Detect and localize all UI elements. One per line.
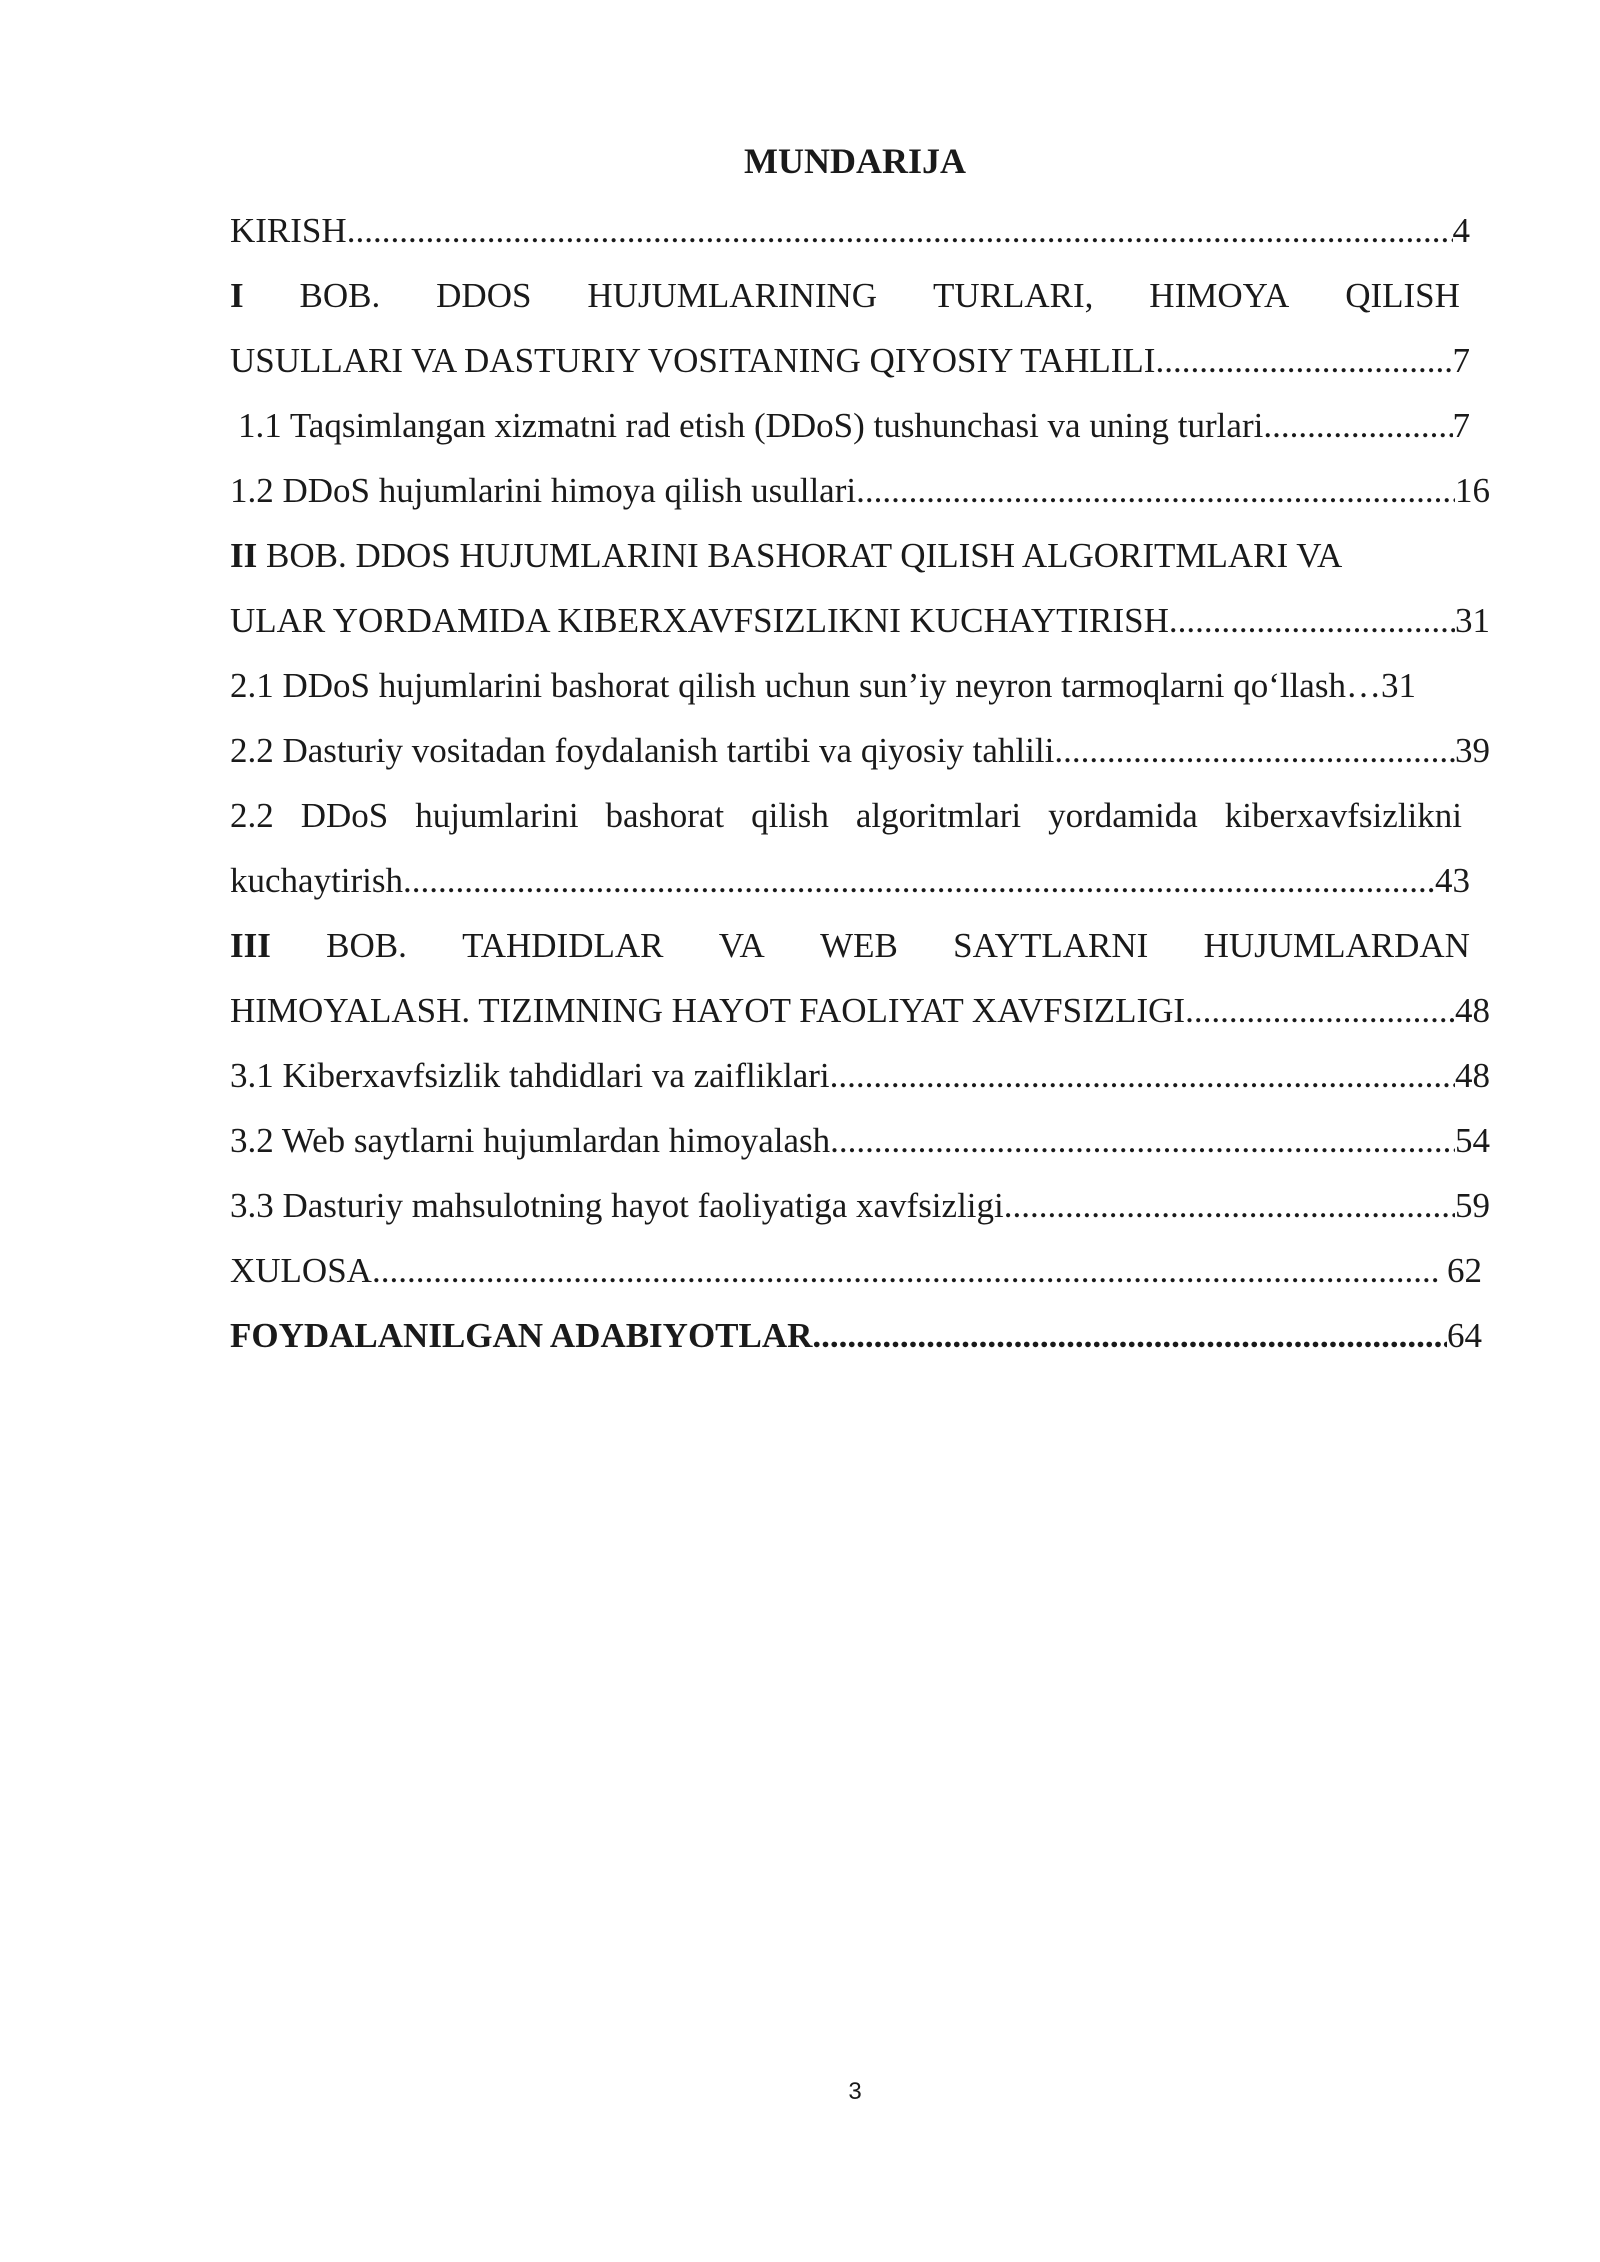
toc-page-number: 64 xyxy=(1447,1316,1482,1355)
chapter-word: TURLARI, xyxy=(932,276,1094,315)
dot-leader xyxy=(856,458,1455,523)
toc-entry-kirish[interactable] xyxy=(230,198,1490,263)
toc-chapter-3-line-2[interactable] xyxy=(230,978,1490,1043)
dot-leader xyxy=(830,1108,1455,1173)
toc-title: MUNDARIJA xyxy=(744,141,966,181)
section-word: hujumlarini xyxy=(415,796,579,835)
toc-page-number: 54 xyxy=(1455,1121,1490,1160)
dot-leader xyxy=(347,198,1453,263)
page-number-footer: 3 xyxy=(848,2078,862,2105)
toc-entry-label: FOYDALANILGAN ADABIYOTLAR xyxy=(230,1316,813,1355)
toc-entry-label: 1.1 Taqsimlangan xizmatni rad etish (DDoS) tushunchasi va uning turlari xyxy=(238,406,1264,445)
toc-entry-label: 2.2 Dasturiy vositadan foydalanish tartibi va qiyosiy tahlili xyxy=(230,731,1055,770)
section-word: DDoS xyxy=(300,796,389,835)
toc-entry-1-1[interactable] xyxy=(230,393,1490,458)
dot-leader xyxy=(1169,588,1455,653)
toc-page-number: 39 xyxy=(1455,731,1490,770)
dot-leader xyxy=(1054,718,1455,783)
section-word: 2.2 xyxy=(230,796,274,835)
dot-leader xyxy=(1263,393,1452,458)
chapter-word: WEB xyxy=(820,926,898,965)
toc-entry-references[interactable] xyxy=(230,1303,1490,1368)
toc-entry-label: XULOSA xyxy=(230,1251,372,1290)
toc-page-number: 7 xyxy=(1452,341,1470,380)
chapter-word: DDOS xyxy=(436,276,532,315)
chapter-number: I xyxy=(230,276,244,315)
chapter-title-text: BOB. DDOS HUJUMLARINI BASHORAT QILISH ALGORITMLARI VA xyxy=(257,536,1343,575)
ellipsis-leader: … xyxy=(1345,666,1381,705)
chapter-word: HIMOYA xyxy=(1149,276,1290,315)
toc-entry-label: 3.1 Kiberxavfsizlik tahdidlari va zaifliklari xyxy=(230,1056,830,1095)
toc-entry-label: KIRISH xyxy=(230,211,347,250)
section-word: kiberxavfsizlikni xyxy=(1224,796,1462,835)
toc-entry-label: USULLARI VA DASTURIY VOSITANING QIYOSIY TAHLILI xyxy=(230,341,1156,380)
toc-entry-xulosa[interactable] xyxy=(230,1238,1490,1303)
chapter-word: VA xyxy=(718,926,765,965)
dot-leader xyxy=(1185,978,1455,1043)
toc-chapter-2-line-1[interactable] xyxy=(230,523,1490,588)
toc-page-number: 7 xyxy=(1452,406,1470,445)
toc-page-number: 59 xyxy=(1455,1186,1490,1225)
toc-entry-2-2a[interactable] xyxy=(230,718,1490,783)
chapter-number: III xyxy=(230,926,271,965)
toc-entry-3-3[interactable] xyxy=(230,1173,1490,1238)
toc-chapter-2-line-2[interactable] xyxy=(230,588,1490,653)
dot-leader xyxy=(1004,1173,1455,1238)
toc-entry-label: kuchaytirish xyxy=(230,861,404,900)
toc-entry-label: 3.3 Dasturiy mahsulotning hayot faoliyatiga xavfsizligi xyxy=(230,1186,1004,1225)
dot-leader xyxy=(403,848,1435,913)
chapter-number: II xyxy=(230,536,258,575)
chapter-word: BOB. xyxy=(326,926,407,965)
toc-entry-2-2b-line-1[interactable] xyxy=(230,783,1490,848)
toc-entry-2-2b-line-2[interactable] xyxy=(230,848,1490,913)
toc-entry-label: 2.1 DDoS hujumlarini bashorat qilish uchun sun’iy neyron tarmoqlarni qo‘llash xyxy=(230,666,1346,705)
chapter-word: HUJUMLARDAN xyxy=(1203,926,1470,965)
section-word: algoritmlari xyxy=(855,796,1022,835)
chapter-word: TAHDIDLAR xyxy=(462,926,664,965)
dot-leader xyxy=(372,1238,1438,1303)
toc-page-number: 62 xyxy=(1438,1251,1482,1290)
toc-page-number: 31 xyxy=(1380,666,1416,705)
toc-page-number: 48 xyxy=(1455,991,1490,1030)
chapter-word: SAYTLARNI xyxy=(953,926,1149,965)
toc-chapter-3-line-1[interactable] xyxy=(230,913,1490,978)
chapter-word: BOB. xyxy=(299,276,381,315)
toc-entry-label: HIMOYALASH. TIZIMNING HAYOT FAOLIYAT XAVFSIZLIGI xyxy=(230,991,1186,1030)
section-word: qilish xyxy=(751,796,829,835)
toc-page-number: 16 xyxy=(1455,471,1490,510)
toc-entry-3-2[interactable] xyxy=(230,1108,1490,1173)
toc-entry-1-2[interactable] xyxy=(230,458,1490,523)
table-of-contents xyxy=(230,198,1490,1368)
dot-leader xyxy=(1155,328,1452,393)
dot-leader xyxy=(812,1303,1447,1368)
toc-entry-label: 1.2 DDoS hujumlarini himoya qilish usullari xyxy=(230,471,857,510)
toc-chapter-1-line-2[interactable] xyxy=(230,328,1490,393)
toc-entry-label: ULAR YORDAMIDA KIBERXAVFSIZLIKNI KUCHAYTIRISH xyxy=(230,601,1169,640)
section-word: bashorat xyxy=(605,796,725,835)
toc-page-number: 31 xyxy=(1455,601,1490,640)
dot-leader xyxy=(830,1043,1455,1108)
chapter-word: QILISH xyxy=(1345,276,1460,315)
toc-page-number: 43 xyxy=(1435,861,1470,900)
toc-page-number: 4 xyxy=(1452,211,1470,250)
section-word: yordamida xyxy=(1048,796,1198,835)
toc-page-number: 48 xyxy=(1455,1056,1490,1095)
toc-entry-label: 3.2 Web saytlarni hujumlardan himoyalash xyxy=(230,1121,831,1160)
toc-entry-3-1[interactable] xyxy=(230,1043,1490,1108)
toc-chapter-1-line-1[interactable] xyxy=(230,263,1490,328)
toc-entry-2-1[interactable] xyxy=(230,653,1490,718)
chapter-word: HUJUMLARINING xyxy=(587,276,878,315)
